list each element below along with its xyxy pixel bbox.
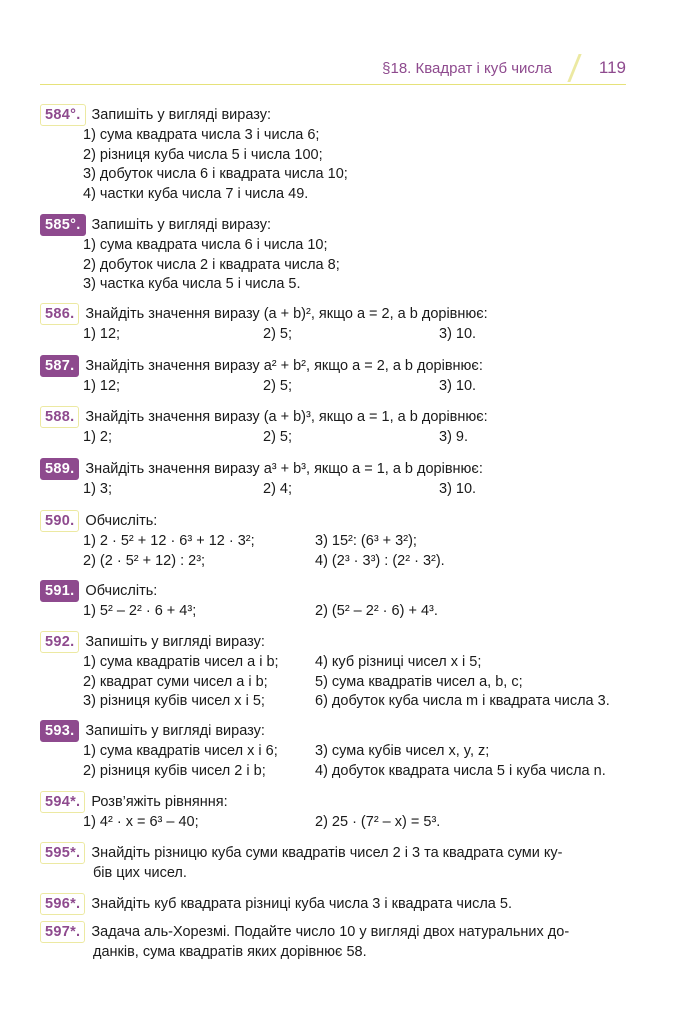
problem-text: Знайдіть значення виразу a² + b², якщо a = 2, а b дорівнює: <box>85 358 483 374</box>
problem-text: Запишіть у вигляді виразу: <box>91 107 271 123</box>
problem-text-continued: бів цих чисел. <box>93 865 187 881</box>
problem-item: 3) частка куба числа 5 і числа 5. <box>83 276 301 292</box>
problem-item: 1) сума квадратів чисел a і b; <box>83 654 279 670</box>
problem-596 <box>40 893 630 915</box>
problem-item: 2) 5; <box>263 429 293 445</box>
problem-text: Запишіть у вигляді виразу: <box>91 217 271 233</box>
problem-item: 2) добуток числа 2 і квадрата числа 8; <box>83 256 340 273</box>
problem-text: Знайдіть значення виразу a³ + b³, якщо a = 1, а b дорівнює: <box>85 461 483 477</box>
problem-item: 3) різниця кубів чисел x і 5; <box>83 693 265 709</box>
problem-number: 597*. <box>40 921 85 943</box>
problem-item: 1) 2; <box>83 429 113 445</box>
problem-589 <box>40 458 630 500</box>
problem-number: 591. <box>40 580 79 602</box>
problem-item: 2) різниця кубів чисел 2 і b; <box>83 762 266 779</box>
problem-text: Запишіть у вигляді виразу: <box>85 723 265 739</box>
problem-text: Задача аль-Хорезмі. Подайте число 10 у вигляді двох натуральних до- <box>91 924 570 940</box>
problem-number: 584°. <box>40 104 86 126</box>
problem-590 <box>40 510 630 571</box>
header-divider <box>567 54 581 82</box>
problem-item: 3) 9. <box>439 429 469 445</box>
problem-item: 1) сума квадратів чисел x і 6; <box>83 743 278 759</box>
problem-item: 1) сума квадрата числа 3 і числа 6; <box>83 127 320 143</box>
problem-591 <box>40 580 630 622</box>
page-number: 119 <box>598 58 626 77</box>
problem-number: 587. <box>40 355 79 377</box>
problem-item: 1) сума квадрата числа 6 і числа 10; <box>83 237 328 253</box>
problem-592 <box>40 631 630 712</box>
problem-text-continued: данків, сума квадратів яких дорівнює 58. <box>93 944 367 960</box>
problem-item: 4) (2³ · 3³) : (2² · 3²). <box>315 552 445 569</box>
problem-594 <box>40 791 630 833</box>
problem-item: 3) сума кубів чисел x, y, z; <box>315 743 490 759</box>
problem-text: Знайдіть різницю куба суми квадратів чисел 2 і 3 та квадрата суми ку- <box>91 845 563 861</box>
problem-item: 4) куб різниці чисел x і 5; <box>315 654 482 670</box>
problem-item: 3) 10. <box>439 481 477 497</box>
problem-item: 3) добуток числа 6 і квадрата числа 10; <box>83 166 348 182</box>
problem-item: 6) добуток куба числа m і квадрата числа 3. <box>315 693 610 709</box>
problem-text: Обчисліть: <box>85 583 158 599</box>
page-header <box>40 54 626 85</box>
problem-item: 2) квадрат суми чисел a і b; <box>83 673 268 690</box>
problem-item: 2) 5; <box>263 378 293 394</box>
problem-587 <box>40 355 630 397</box>
problem-item: 2) 4; <box>263 481 293 497</box>
problem-item: 2) різниця куба числа 5 і числа 100; <box>83 146 323 163</box>
problem-number: 590. <box>40 510 79 532</box>
problem-item: 5) сума квадратів чисел a, b, c; <box>315 673 523 690</box>
problem-item: 2) (5² – 2² · 6) + 4³. <box>315 603 438 619</box>
problem-584 <box>40 104 630 204</box>
problem-item: 1) 12; <box>83 378 121 394</box>
problem-item: 2) 25 · (7² – x) = 5³. <box>315 814 441 830</box>
problem-number: 585°. <box>40 214 86 236</box>
problem-text: Знайдіть значення виразу (a + b)³, якщо a = 1, а b дорівнює: <box>85 409 488 425</box>
problem-number: 588. <box>40 406 79 428</box>
problem-number: 592. <box>40 631 79 653</box>
problem-586 <box>40 303 630 345</box>
section-title: §18. Квадрат і куб числа <box>382 60 552 77</box>
problem-597 <box>40 921 630 963</box>
problem-text: Обчисліть: <box>85 513 158 529</box>
problem-text: Знайдіть куб квадрата різниці куба числа 3 і квадрата числа 5. <box>91 896 512 912</box>
problem-item: 2) 5; <box>263 326 293 342</box>
problem-number: 593. <box>40 720 79 742</box>
problem-item: 1) 4² · x = 6³ – 40; <box>83 814 199 830</box>
problem-item: 3) 10. <box>439 378 477 394</box>
problem-number: 589. <box>40 458 79 480</box>
problem-text: Запишіть у вигляді виразу: <box>85 634 265 650</box>
problem-item: 4) добуток квадрата числа 5 і куба числа n. <box>315 762 606 779</box>
problem-text: Розв’яжіть рівняння: <box>91 794 228 810</box>
problem-number: 586. <box>40 303 79 325</box>
problem-number: 595*. <box>40 842 85 864</box>
problem-item: 1) 2 · 5² + 12 · 6³ + 12 · 3²; <box>83 533 255 549</box>
problem-585 <box>40 214 630 295</box>
problem-595 <box>40 842 630 884</box>
problem-item: 3) 15²: (6³ + 3²); <box>315 533 417 549</box>
problem-item: 1) 3; <box>83 481 113 497</box>
problem-number: 594*. <box>40 791 85 813</box>
problem-item: 2) (2 · 5² + 12) : 2³; <box>83 552 206 569</box>
problem-item: 1) 12; <box>83 326 121 342</box>
problem-item: 4) частки куба числа 7 і числа 49. <box>83 185 309 202</box>
problem-item: 3) 10. <box>439 326 477 342</box>
problem-text: Знайдіть значення виразу (a + b)², якщо a = 2, а b дорівнює: <box>85 306 488 322</box>
problem-588 <box>40 406 630 448</box>
problem-593 <box>40 720 630 781</box>
problem-item: 1) 5² – 2² · 6 + 4³; <box>83 603 197 619</box>
problem-number: 596*. <box>40 893 85 915</box>
